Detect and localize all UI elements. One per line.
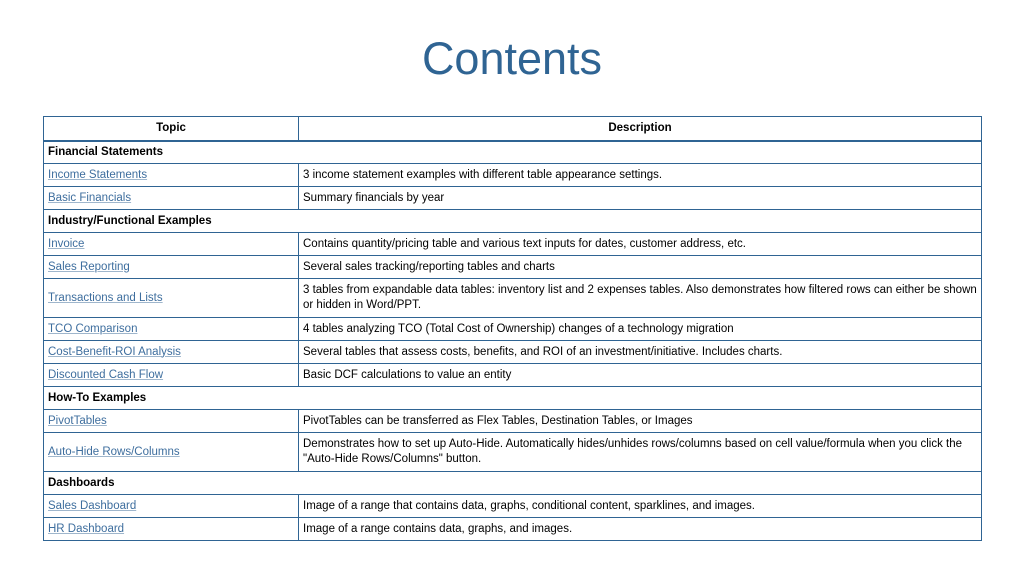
- description-cell: 4 tables analyzing TCO (Total Cost of Ownership) changes of a technology migration: [299, 318, 982, 341]
- table-row: [44, 164, 982, 187]
- section-title: Financial Statements: [44, 141, 982, 164]
- topic-link[interactable]: Cost-Benefit-ROI Analysis: [48, 345, 181, 358]
- description-cell: PivotTables can be transferred as Flex Tables, Destination Tables, or Images: [299, 410, 982, 433]
- topic-link[interactable]: TCO Comparison: [48, 322, 138, 335]
- description-cell: Image of a range contains data, graphs, and images.: [299, 518, 982, 541]
- table-row: [44, 518, 982, 541]
- topic-link[interactable]: Income Statements: [48, 168, 148, 181]
- table-row: [44, 279, 982, 318]
- topic-cell: [44, 341, 299, 364]
- topic-link[interactable]: Basic Financials: [48, 191, 132, 204]
- table-row: [44, 256, 982, 279]
- description-cell: Demonstrates how to set up Auto-Hide. Automatically hides/unhides rows/columns based on cell value/formula when you click the "Auto-Hide Rows/Columns" button.: [299, 433, 982, 472]
- topic-cell: [44, 495, 299, 518]
- table-row: [44, 233, 982, 256]
- section-row: [44, 210, 982, 233]
- topic-link[interactable]: Transactions and Lists: [48, 291, 163, 304]
- topic-link[interactable]: Invoice: [48, 237, 85, 250]
- section-title: Industry/Functional Examples: [44, 210, 982, 233]
- topic-link[interactable]: HR Dashboard: [48, 522, 125, 535]
- description-cell: Contains quantity/pricing table and various text inputs for dates, customer address, etc.: [299, 233, 982, 256]
- table-row: [44, 318, 982, 341]
- description-cell: Image of a range that contains data, graphs, conditional content, sparklines, and images.: [299, 495, 982, 518]
- table-row: [44, 187, 982, 210]
- topic-link[interactable]: PivotTables: [48, 414, 107, 427]
- topic-cell: [44, 518, 299, 541]
- topic-cell: [44, 256, 299, 279]
- topic-link[interactable]: Auto-Hide Rows/Columns: [48, 445, 180, 458]
- topic-cell: [44, 279, 299, 318]
- topic-link[interactable]: Sales Dashboard: [48, 499, 137, 512]
- header-topic: Topic: [44, 117, 299, 141]
- description-cell: Basic DCF calculations to value an entity: [299, 364, 982, 387]
- topic-link[interactable]: Sales Reporting: [48, 260, 130, 273]
- header-description: Description: [299, 117, 982, 141]
- section-row: [44, 387, 982, 410]
- description-cell: Several sales tracking/reporting tables and charts: [299, 256, 982, 279]
- topic-cell: [44, 187, 299, 210]
- topic-cell: [44, 433, 299, 472]
- section-title: How-To Examples: [44, 387, 982, 410]
- topic-cell: [44, 364, 299, 387]
- topic-link[interactable]: Discounted Cash Flow: [48, 368, 164, 381]
- section-row: [44, 472, 982, 495]
- table-row: [44, 341, 982, 364]
- description-cell: Summary financials by year: [299, 187, 982, 210]
- table-row: [44, 495, 982, 518]
- topic-cell: [44, 233, 299, 256]
- topic-cell: [44, 318, 299, 341]
- contents-table: [43, 116, 982, 541]
- section-title: Dashboards: [44, 472, 982, 495]
- section-row: [44, 141, 982, 164]
- topic-cell: [44, 410, 299, 433]
- table-row: [44, 364, 982, 387]
- page-title: Contents: [421, 33, 603, 84]
- description-cell: 3 income statement examples with different table appearance settings.: [299, 164, 982, 187]
- table-row: [44, 410, 982, 433]
- description-cell: Several tables that assess costs, benefits, and ROI of an investment/initiative. Includes charts.: [299, 341, 982, 364]
- table-header-row: [44, 117, 982, 141]
- topic-cell: [44, 164, 299, 187]
- description-cell: 3 tables from expandable data tables: inventory list and 2 expenses tables. Also demonstrates how filtered rows can either be shown or hidden in Word/PPT.: [299, 279, 982, 318]
- table-row: [44, 433, 982, 472]
